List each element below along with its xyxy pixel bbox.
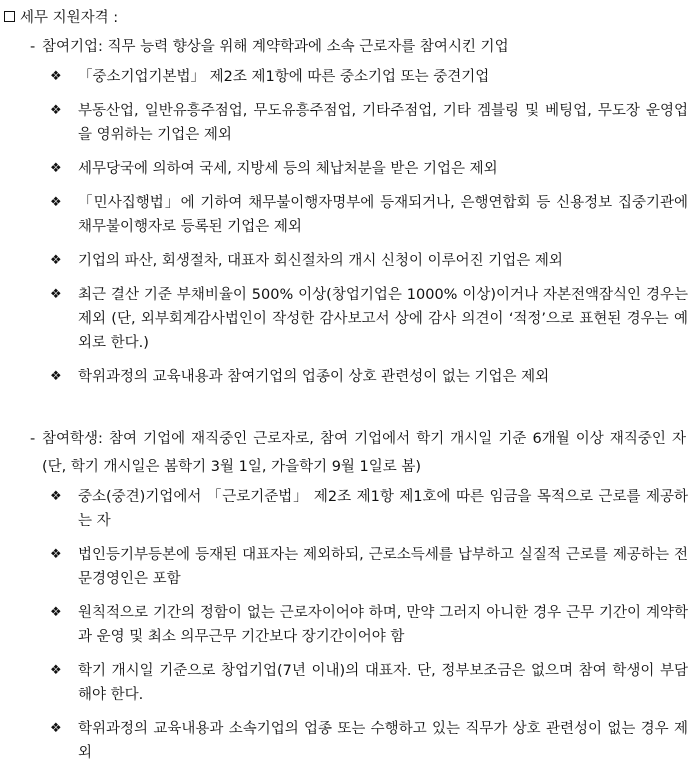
diamond-bullet-icon: ❖ — [50, 369, 62, 384]
heading-text: 세무 지원자격 : — [20, 9, 119, 26]
student-intro — [0, 425, 700, 481]
diamond-bullet-icon: ❖ — [50, 489, 62, 504]
list-item: ❖ 법인등기부등본에 등재된 대표자는 제외하되, 근로소득세를 납부하고 실질적 근로를 제공하는 전문경영인은 포함 — [0, 543, 700, 591]
diamond-bullet-icon: ❖ — [50, 253, 62, 268]
list-item: ❖ 「중소기업기본법」 제2조 제1항에 따른 중소기업 또는 중견기업 — [0, 65, 700, 89]
diamond-bullet-icon: ❖ — [50, 663, 62, 678]
section-company — [0, 33, 700, 389]
section-heading — [0, 5, 700, 27]
diamond-bullet-icon: ❖ — [50, 721, 62, 736]
checkbox-icon — [4, 11, 15, 22]
list-item: ❖ 중소(중견)기업에서 「근로기준법」 제2조 제1항 제1호에 따른 임금을 목적으로 근로를 제공하는 자 — [0, 485, 700, 533]
list-item: ❖ 「민사집행법」에 기하여 채무불이행자명부에 등재되거나, 은행연합회 등 신용정보 집중기관에 채무불이행자로 등록된 기업은 제외 — [0, 191, 700, 239]
dash-marker: - — [30, 431, 36, 447]
list-item: ❖ 학기 개시일 기준으로 창업기업(7년 이내)의 대표자. 단, 정부보조금은 없으며 참여 학생이 부담해야 한다. — [0, 659, 700, 707]
dash-marker: - — [30, 39, 36, 55]
diamond-bullet-icon: ❖ — [50, 69, 62, 84]
list-item: ❖ 세무당국에 의하여 국세, 지방세 등의 체납처분을 받은 기업은 제외 — [0, 157, 700, 181]
list-item: ❖ 학위과정의 교육내용과 참여기업의 업종이 상호 관련성이 없는 기업은 제외 — [0, 365, 700, 389]
diamond-bullet-icon: ❖ — [50, 547, 62, 562]
company-intro — [0, 33, 700, 61]
student-criteria-list — [0, 485, 700, 765]
list-item: ❖ 학위과정의 교육내용과 소속기업의 업종 또는 수행하고 있는 직무가 상호 관련성이 없는 경우 제외 — [0, 717, 700, 765]
list-item: ❖ 원칙적으로 기간의 정함이 없는 근로자이어야 하며, 만약 그러지 아니한 경우 근무 기간이 계약학과 운영 및 최소 의무근무 기간보다 장기간이어야 함 — [0, 601, 700, 649]
section-student — [0, 425, 700, 765]
list-item: ❖ 부동산업, 일반유흥주점업, 무도유흥주점업, 기타주점업, 기타 겜블링 및 베팅업, 무도장 운영업을 영위하는 기업은 제외 — [0, 99, 700, 147]
diamond-bullet-icon: ❖ — [50, 103, 62, 118]
company-criteria-list — [0, 65, 700, 389]
diamond-bullet-icon: ❖ — [50, 161, 62, 176]
list-item: ❖ 기업의 파산, 회생절차, 대표자 회신절차의 개시 신청이 이루어진 기업은 제외 — [0, 249, 700, 273]
company-intro-text: 참여기업: 직무 능력 향상을 위해 계약학과에 소속 근로자를 참여시킨 기업 — [42, 39, 509, 55]
diamond-bullet-icon: ❖ — [50, 287, 62, 302]
list-item: ❖ 최근 결산 기준 부채비율이 500% 이상(창업기업은 1000% 이상)이거나 자본전액잠식인 경우는 제외 (단, 외부회계감사법인이 작성한 감사보고서 상에 감사 의견이 ‘적정’으로 표현된 경우는 예외로 한다.) — [0, 283, 700, 355]
student-intro-text: 참여학생: 참여 기업에 재직중인 근로자로, 참여 기업에서 학기 개시일 기준 6개월 이상 재직중인 자 (단, 학기 개시일은 봄학기 3월 1일, 가을학기 9월 1일로 봄) — [42, 431, 686, 475]
diamond-bullet-icon: ❖ — [50, 605, 62, 620]
diamond-bullet-icon: ❖ — [50, 195, 62, 210]
